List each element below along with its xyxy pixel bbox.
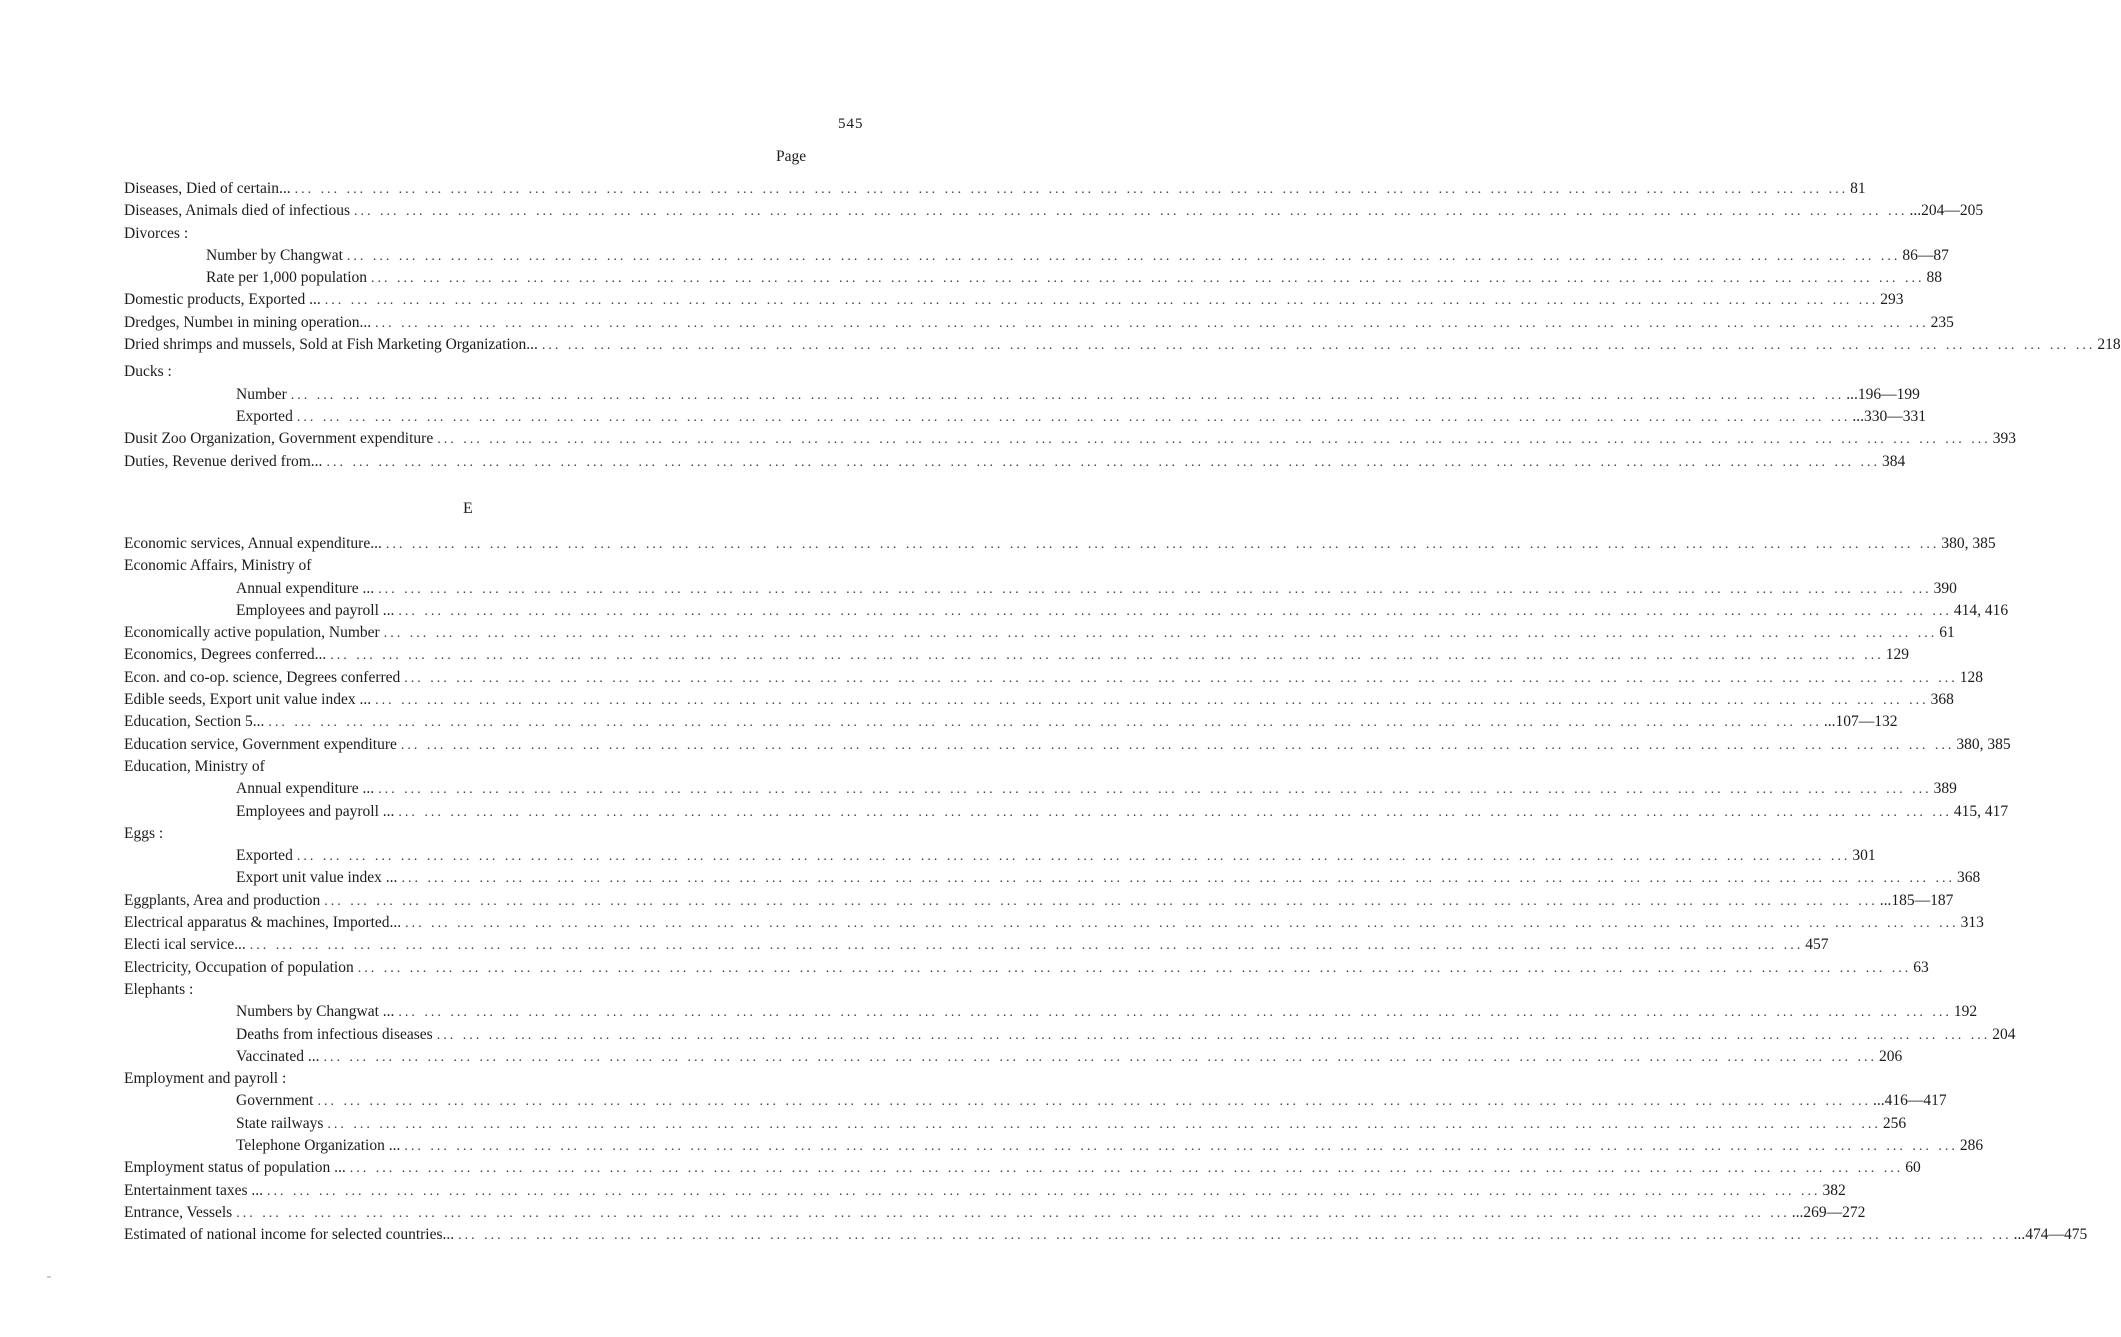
entry-pages: 286 xyxy=(1958,1135,1983,1157)
index-entry xyxy=(124,934,1829,956)
dot-leader: ... ... ... ... ... ... ... ... ... ... ... ... ... ... ... ... ... ... ... ... ... ... ... ... ... ... ... ... ... ... ... ... ... ... ... ... ... ... ... ... ... ... ... ... ... ... ... ... ... ... ... ... ... ... ... ... ... ... ... ... xyxy=(378,581,1932,597)
dot-leader: ... ... ... ... ... ... ... ... ... ... ... ... ... ... ... ... ... ... ... ... ... ... ... ... ... ... ... ... ... ... ... ... ... ... ... ... ... ... ... ... ... ... ... ... ... ... ... ... ... ... ... ... ... ... ... ... ... ... ... ... xyxy=(400,737,1955,753)
entry-label: Divorces : xyxy=(124,223,188,245)
entry-label: Numbers by Changwat ... xyxy=(236,1001,398,1023)
entry-pages: 235 xyxy=(1929,312,1954,334)
dot-leader: ... ... ... ... ... ... ... ... ... ... ... ... ... ... ... ... ... ... ... ... ... ... ... ... ... ... ... ... ... ... ... ... ... ... ... ... ... ... ... ... ... ... ... ... ... ... ... ... ... ... ... ... ... ... ... ... ... ... ... ... xyxy=(437,432,1991,448)
index-entry xyxy=(124,1180,1846,1202)
entry-label: Economic Affairs, Ministry of xyxy=(124,555,311,577)
dot-leader: ... ... ... ... ... ... ... ... ... ... ... ... ... ... ... ... ... ... ... ... ... ... ... ... ... ... ... ... ... ... ... ... ... ... ... ... ... ... ... ... ... ... ... ... ... ... ... ... ... ... ... ... ... ... ... ... ... ... ... ... xyxy=(323,1049,1877,1065)
dot-leader: ... ... ... ... ... ... ... ... ... ... ... ... ... ... ... ... ... ... ... ... ... ... ... ... ... ... ... ... ... ... ... ... ... ... ... ... ... ... ... ... ... ... ... ... ... ... ... ... ... ... ... ... ... ... ... ... ... ... ... ... xyxy=(326,454,1880,470)
dot-leader: ... ... ... ... ... ... ... ... ... ... ... ... ... ... ... ... ... ... ... ... ... ... ... ... ... ... ... ... ... ... ... ... ... ... ... ... ... ... ... ... ... ... ... ... ... ... ... ... ... ... ... ... ... ... ... ... ... ... ... ... xyxy=(401,871,1955,887)
dot-leader: ... ... ... ... ... ... ... ... ... ... ... ... ... ... ... ... ... ... ... ... ... ... ... ... ... ... ... ... ... ... ... ... ... ... ... ... ... ... ... ... ... ... ... ... ... ... ... ... ... ... ... ... ... ... ... ... ... ... ... ... xyxy=(375,315,1929,331)
dot-leader: ... ... ... ... ... ... ... ... ... ... ... ... ... ... ... ... ... ... ... ... ... ... ... ... ... ... ... ... ... ... ... ... ... ... ... ... ... ... ... ... ... ... ... ... ... ... ... ... ... ... ... ... ... ... ... ... ... ... ... ... xyxy=(404,670,1958,686)
index-entry xyxy=(124,1001,1978,1023)
entry-label: Entrance, Vessels xyxy=(124,1202,236,1224)
entry-pages: 457 xyxy=(1803,934,1828,956)
entry-label: Diseases, Animals died of infectious xyxy=(124,200,354,222)
dot-leader: ... ... ... ... ... ... ... ... ... ... ... ... ... ... ... ... ... ... ... ... ... ... ... ... ... ... ... ... ... ... ... ... ... ... ... ... ... ... ... ... ... ... ... ... ... ... ... ... ... ... ... ... ... ... ... ... ... ... ... ... xyxy=(541,338,2096,354)
entry-label: Edible seeds, Export unit value index ... xyxy=(124,689,375,711)
section-letter: E xyxy=(463,500,473,517)
entry-label: Electrical apparatus & machines, Imported... xyxy=(124,912,405,934)
index-entry xyxy=(124,845,1876,867)
dot-leader: ... ... ... ... ... ... ... ... ... ... ... ... ... ... ... ... ... ... ... ... ... ... ... ... ... ... ... ... ... ... ... ... ... ... ... ... ... ... ... ... ... ... ... ... ... ... ... ... ... ... ... ... ... ... ... ... ... ... ... ... xyxy=(324,893,1878,909)
index-entry xyxy=(124,644,1910,666)
dot-leader: ... ... ... ... ... ... ... ... ... ... ... ... ... ... ... ... ... ... ... ... ... ... ... ... ... ... ... ... ... ... ... ... ... ... ... ... ... ... ... ... ... ... ... ... ... ... ... ... ... ... ... ... ... ... ... ... ... ... ... ... xyxy=(375,693,1929,709)
entry-label: Employment and payroll : xyxy=(124,1068,286,1090)
index-entry xyxy=(124,1135,1984,1157)
index-entry xyxy=(124,223,812,245)
index-entry xyxy=(124,245,1949,267)
index-entry xyxy=(124,178,1866,200)
entry-label: Eggs : xyxy=(124,823,163,845)
entry-label: Education, Section 5... xyxy=(124,711,268,733)
index-entry xyxy=(124,312,1954,334)
entry-label: Economically active population, Number xyxy=(124,622,384,644)
index-entry xyxy=(124,600,2009,622)
entry-label: Electricity, Occupation of population xyxy=(124,957,358,979)
dot-leader: ... ... ... ... ... ... ... ... ... ... ... ... ... ... ... ... ... ... ... ... ... ... ... ... ... ... ... ... ... ... ... ... ... ... ... ... ... ... ... ... ... ... ... ... ... ... ... ... ... ... ... ... ... ... ... ... ... ... ... ... xyxy=(398,804,1952,820)
index-entry xyxy=(124,1113,1907,1135)
index-entry xyxy=(124,957,1929,979)
entry-pages: 128 xyxy=(1958,667,1983,689)
dot-leader: ... ... ... ... ... ... ... ... ... ... ... ... ... ... ... ... ... ... ... ... ... ... ... ... ... ... ... ... ... ... ... ... ... ... ... ... ... ... ... ... ... ... ... ... ... ... ... ... ... ... ... ... ... ... ... ... ... ... ... ... xyxy=(378,782,1932,798)
entry-pages: 393 xyxy=(1991,428,2016,450)
entry-label: Entertainment taxes ... xyxy=(124,1180,267,1202)
entry-label: Annual expenditure ... xyxy=(236,778,378,800)
dot-leader: ... ... ... ... ... ... ... ... ... ... ... ... ... ... ... ... ... ... ... ... ... ... ... ... ... ... ... ... ... ... ... ... ... ... ... ... ... ... ... ... ... ... ... ... ... ... ... ... ... ... ... ... ... ... ... ... ... ... ... ... xyxy=(398,603,1952,619)
entry-label: Deaths from infectious diseases xyxy=(236,1024,437,1046)
dot-leader: ... ... ... ... ... ... ... ... ... ... ... ... ... ... ... ... ... ... ... ... ... ... ... ... ... ... ... ... ... ... ... ... ... ... ... ... ... ... ... ... ... ... ... ... ... ... ... ... ... ... ... ... ... ... ... ... ... ... ... ... xyxy=(296,409,1851,425)
index-entry xyxy=(124,890,1954,912)
dot-leader: ... ... ... ... ... ... ... ... ... ... ... ... ... ... ... ... ... ... ... ... ... ... ... ... ... ... ... ... ... ... ... ... ... ... ... ... ... ... ... ... ... ... ... ... ... ... ... ... ... ... ... ... ... ... ... ... ... ... ... ... xyxy=(385,537,1940,552)
entry-label: Education service, Government expenditure xyxy=(124,734,401,756)
dot-leader: ... ... ... ... ... ... ... ... ... ... ... ... ... ... ... ... ... ... ... ... ... ... ... ... ... ... ... ... ... ... ... ... ... ... ... ... ... ... ... ... ... ... ... ... ... ... ... ... ... ... ... ... ... ... ... ... ... ... ... ... xyxy=(296,849,1851,865)
dot-leader: ... ... ... ... ... ... ... ... ... ... ... ... ... ... ... ... ... ... ... ... ... ... ... ... ... ... ... ... ... ... ... ... ... ... ... ... ... ... ... ... ... ... ... ... ... ... ... ... ... ... ... ... ... ... ... ... ... ... ... ... xyxy=(354,204,1908,220)
index-entry xyxy=(124,384,1920,406)
index-entry xyxy=(124,1202,1866,1224)
dot-leader: ... ... ... ... ... ... ... ... ... ... ... ... ... ... ... ... ... ... ... ... ... ... ... ... ... ... ... ... ... ... ... ... ... ... ... ... ... ... ... ... ... ... ... ... ... ... ... ... ... ... ... ... ... ... ... ... ... ... ... ... xyxy=(327,1116,1881,1132)
entry-pages: 61 xyxy=(1937,622,1955,644)
entry-pages: 192 xyxy=(1952,1001,1977,1023)
index-block-d xyxy=(124,178,2121,473)
entry-pages: ...269—272 xyxy=(1790,1202,1866,1224)
entry-pages: 129 xyxy=(1884,644,1909,666)
index-entry xyxy=(124,289,1904,311)
entry-pages: 368 xyxy=(1955,867,1980,889)
entry-pages: 415, 417 xyxy=(1952,801,2008,823)
entry-pages: ...185—187 xyxy=(1878,890,1954,912)
index-entry xyxy=(124,912,1984,934)
entry-pages: 63 xyxy=(1911,957,1929,979)
dot-leader: ... ... ... ... ... ... ... ... ... ... ... ... ... ... ... ... ... ... ... ... ... ... ... ... ... ... ... ... ... ... ... ... ... ... ... ... ... ... ... ... ... ... ... ... ... ... ... ... ... ... ... ... ... ... ... ... ... ... ... ... xyxy=(458,1228,2012,1244)
entry-pages: 384 xyxy=(1880,451,1905,473)
entry-pages: 313 xyxy=(1959,912,1984,934)
dot-leader: ... ... ... ... ... ... ... ... ... ... ... ... ... ... ... ... ... ... ... ... ... ... ... ... ... ... ... ... ... ... ... ... ... ... ... ... ... ... ... ... ... ... ... ... ... ... ... ... ... ... ... ... ... ... ... ... ... ... ... ... xyxy=(268,715,1822,731)
entry-label: Diseases, Died of certain... xyxy=(124,178,295,200)
dot-leader: ... ... ... ... ... ... ... ... ... ... ... ... ... ... ... ... ... ... ... ... ... ... ... ... ... ... ... ... ... ... ... ... ... ... ... ... ... ... ... ... ... ... ... ... ... ... ... ... ... ... ... ... ... ... ... ... ... ... ... ... xyxy=(249,938,1804,954)
entry-pages: ...107—132 xyxy=(1822,711,1898,733)
dot-leader: ... ... ... ... ... ... ... ... ... ... ... ... ... ... ... ... ... ... ... ... ... ... ... ... ... ... ... ... ... ... ... ... ... ... ... ... ... ... ... ... ... ... ... ... ... ... ... ... ... ... ... ... ... ... ... ... ... ... ... ... xyxy=(346,248,1901,264)
index-entry xyxy=(124,334,2121,356)
entry-label: Employees and payroll ... xyxy=(236,600,398,622)
entry-label: Education, Ministry of xyxy=(124,756,265,778)
index-entry xyxy=(124,823,812,845)
entry-pages: 382 xyxy=(1821,1180,1846,1202)
dot-leader: ... ... ... ... ... ... ... ... ... ... ... ... ... ... ... ... ... ... ... ... ... ... ... ... ... ... ... ... ... ... ... ... ... ... ... ... ... ... ... ... ... ... ... ... ... ... ... ... ... ... ... ... ... ... ... ... ... ... ... ... xyxy=(405,916,1959,932)
entry-pages: 414, 416 xyxy=(1952,600,2008,622)
page-smudge xyxy=(47,1276,51,1278)
dot-leader: ... ... ... ... ... ... ... ... ... ... ... ... ... ... ... ... ... ... ... ... ... ... ... ... ... ... ... ... ... ... ... ... ... ... ... ... ... ... ... ... ... ... ... ... ... ... ... ... ... ... ... ... ... ... ... ... ... ... ... ... xyxy=(267,1183,1821,1199)
dot-leader: ... ... ... ... ... ... ... ... ... ... ... ... ... ... ... ... ... ... ... ... ... ... ... ... ... ... ... ... ... ... ... ... ... ... ... ... ... ... ... ... ... ... ... ... ... ... ... ... ... ... ... ... ... ... ... ... ... ... ... ... xyxy=(317,1094,1871,1110)
entry-label: Ducks : xyxy=(124,361,172,383)
entry-pages: 204 xyxy=(1990,1024,2015,1046)
entry-pages: 86—87 xyxy=(1900,245,1949,267)
entry-label: Domestic products, Exported ... xyxy=(124,289,325,311)
entry-label: Dusit Zoo Organization, Government expenditure xyxy=(124,428,437,450)
dot-leader: ... ... ... ... ... ... ... ... ... ... ... ... ... ... ... ... ... ... ... ... ... ... ... ... ... ... ... ... ... ... ... ... ... ... ... ... ... ... ... ... ... ... ... ... ... ... ... ... ... ... ... ... ... ... ... ... ... ... ... ... xyxy=(290,387,1845,403)
index-entry xyxy=(124,555,812,577)
entry-label: Economics, Degrees conferred... xyxy=(124,644,330,666)
index-entry xyxy=(124,801,2009,823)
entry-pages: 218 xyxy=(2095,334,2120,356)
entry-pages: 301 xyxy=(1850,845,1875,867)
entry-label: Electi ical service... xyxy=(124,934,250,956)
entry-label: Duties, Revenue derived from... xyxy=(124,451,326,473)
index-entry xyxy=(124,267,1942,289)
index-entry xyxy=(124,578,1957,600)
entry-label: Annual expenditure ... xyxy=(236,578,378,600)
index-entry xyxy=(124,1024,2016,1046)
index-entry xyxy=(124,451,1906,473)
entry-label: Dried shrimps and mussels, Sold at Fish Marketing Organization... xyxy=(124,334,542,356)
index-entry xyxy=(124,1068,812,1090)
entry-pages: ...330—331 xyxy=(1850,406,1926,428)
index-entry xyxy=(124,622,1955,644)
dot-leader: ... ... ... ... ... ... ... ... ... ... ... ... ... ... ... ... ... ... ... ... ... ... ... ... ... ... ... ... ... ... ... ... ... ... ... ... ... ... ... ... ... ... ... ... ... ... ... ... ... ... ... ... ... ... ... ... ... ... ... ... xyxy=(404,1139,1958,1155)
page-number: 545 xyxy=(838,116,864,132)
entry-label: Eggplants, Area and production xyxy=(124,890,324,912)
entry-pages: 380, 385 xyxy=(1954,734,2010,756)
index-entry xyxy=(124,667,1984,689)
entry-label: Economic services, Annual expenditure... xyxy=(124,533,386,555)
entry-pages: 293 xyxy=(1878,289,1903,311)
entry-label: Estimated of national income for selected countries... xyxy=(124,1224,458,1246)
dot-leader: ... ... ... ... ... ... ... ... ... ... ... ... ... ... ... ... ... ... ... ... ... ... ... ... ... ... ... ... ... ... ... ... ... ... ... ... ... ... ... ... ... ... ... ... ... ... ... ... ... ... ... ... ... ... ... ... ... ... ... ... xyxy=(324,293,1879,309)
entry-pages: 81 xyxy=(1848,178,1866,200)
index-entry xyxy=(124,1224,2088,1246)
page-column-header: Page xyxy=(776,148,807,165)
entry-label: Government xyxy=(236,1090,317,1112)
dot-leader: ... ... ... ... ... ... ... ... ... ... ... ... ... ... ... ... ... ... ... ... ... ... ... ... ... ... ... ... ... ... ... ... ... ... ... ... ... ... ... ... ... ... ... ... ... ... ... ... ... ... ... ... ... ... ... ... ... ... ... ... xyxy=(349,1161,1904,1177)
entry-pages: 390 xyxy=(1932,578,1957,600)
entry-pages: 368 xyxy=(1929,689,1954,711)
index-entry xyxy=(124,756,812,778)
index-entry xyxy=(124,1046,1903,1068)
index-entry xyxy=(124,361,812,383)
index-block-e xyxy=(124,533,2088,1247)
entry-label: Vaccinated ... xyxy=(236,1046,324,1068)
entry-pages: 60 xyxy=(1903,1157,1921,1179)
entry-pages: ...204—205 xyxy=(1908,200,1984,222)
entry-label: Elephants : xyxy=(124,979,193,1001)
entry-label: Econ. and co-op. science, Degrees conferred xyxy=(124,667,404,689)
entry-label: Exported xyxy=(236,845,297,867)
entry-pages: ...474—475 xyxy=(2012,1224,2088,1246)
entry-label: Employment status of population ... xyxy=(124,1157,350,1179)
index-entry xyxy=(124,1090,1947,1112)
index-entry xyxy=(124,200,1984,222)
entry-label: Telephone Organization ... xyxy=(236,1135,404,1157)
index-entry xyxy=(124,867,1981,889)
dot-leader: ... ... ... ... ... ... ... ... ... ... ... ... ... ... ... ... ... ... ... ... ... ... ... ... ... ... ... ... ... ... ... ... ... ... ... ... ... ... ... ... ... ... ... ... ... ... ... ... ... ... ... ... ... ... ... ... ... ... ... ... xyxy=(236,1205,1790,1221)
index-entry xyxy=(124,428,2016,450)
entry-label: Number xyxy=(236,384,291,406)
index-entry xyxy=(124,734,2011,756)
entry-label: Dredges, Numbeı in mining operation... xyxy=(124,312,375,334)
index-entry xyxy=(124,1157,1921,1179)
dot-leader: ... ... ... ... ... ... ... ... ... ... ... ... ... ... ... ... ... ... ... ... ... ... ... ... ... ... ... ... ... ... ... ... ... ... ... ... ... ... ... ... ... ... ... ... ... ... ... ... ... ... ... ... ... ... ... ... ... ... ... ... xyxy=(436,1027,1991,1043)
entry-label: State railways xyxy=(236,1113,327,1135)
index-entry xyxy=(124,689,1954,711)
index-entry xyxy=(124,979,812,1001)
entry-pages: 380, 385 xyxy=(1939,533,1995,555)
entry-label: Number by Changwat xyxy=(206,245,347,267)
dot-leader: ... ... ... ... ... ... ... ... ... ... ... ... ... ... ... ... ... ... ... ... ... ... ... ... ... ... ... ... ... ... ... ... ... ... ... ... ... ... ... ... ... ... ... ... ... ... ... ... ... ... ... ... ... ... ... ... ... ... ... ... xyxy=(330,648,1884,664)
entry-label: Rate per 1,000 population xyxy=(206,267,371,289)
entry-pages: 256 xyxy=(1881,1113,1906,1135)
index-entry xyxy=(124,711,1898,733)
entry-pages: 206 xyxy=(1877,1046,1902,1068)
index-entry xyxy=(124,406,1926,428)
entry-label: Exported xyxy=(236,406,297,428)
entry-pages: ...196—199 xyxy=(1844,384,1920,406)
index-entry xyxy=(124,778,1957,800)
dot-leader: ... ... ... ... ... ... ... ... ... ... ... ... ... ... ... ... ... ... ... ... ... ... ... ... ... ... ... ... ... ... ... ... ... ... ... ... ... ... ... ... ... ... ... ... ... ... ... ... ... ... ... ... ... ... ... ... ... ... ... ... xyxy=(357,960,1912,976)
dot-leader: ... ... ... ... ... ... ... ... ... ... ... ... ... ... ... ... ... ... ... ... ... ... ... ... ... ... ... ... ... ... ... ... ... ... ... ... ... ... ... ... ... ... ... ... ... ... ... ... ... ... ... ... ... ... ... ... ... ... ... ... xyxy=(398,1005,1952,1021)
entry-pages: ...416—417 xyxy=(1871,1090,1947,1112)
entry-pages: 389 xyxy=(1932,778,1957,800)
dot-leader: ... ... ... ... ... ... ... ... ... ... ... ... ... ... ... ... ... ... ... ... ... ... ... ... ... ... ... ... ... ... ... ... ... ... ... ... ... ... ... ... ... ... ... ... ... ... ... ... ... ... ... ... ... ... ... ... ... ... ... ... xyxy=(371,271,1925,287)
entry-label: Export unit value index ... xyxy=(236,867,401,889)
dot-leader: ... ... ... ... ... ... ... ... ... ... ... ... ... ... ... ... ... ... ... ... ... ... ... ... ... ... ... ... ... ... ... ... ... ... ... ... ... ... ... ... ... ... ... ... ... ... ... ... ... ... ... ... ... ... ... ... ... ... ... ... xyxy=(294,182,1849,197)
entry-label: Employees and payroll ... xyxy=(236,801,398,823)
entry-pages: 88 xyxy=(1925,267,1943,289)
index-entry xyxy=(124,533,1996,555)
dot-leader: ... ... ... ... ... ... ... ... ... ... ... ... ... ... ... ... ... ... ... ... ... ... ... ... ... ... ... ... ... ... ... ... ... ... ... ... ... ... ... ... ... ... ... ... ... ... ... ... ... ... ... ... ... ... ... ... ... ... ... ... xyxy=(383,626,1938,642)
